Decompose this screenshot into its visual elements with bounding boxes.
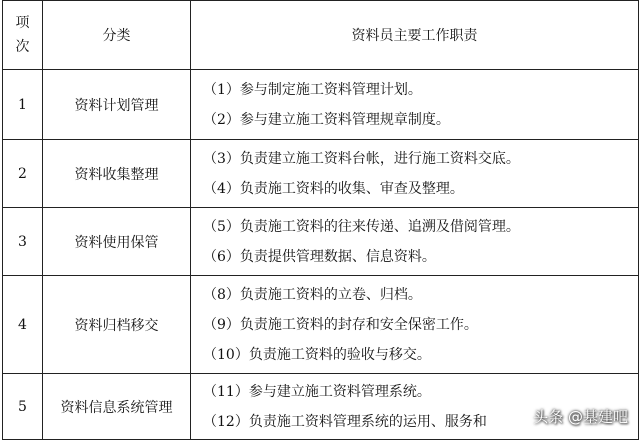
row-category: 资料收集整理 xyxy=(43,140,191,208)
row-duties xyxy=(191,140,639,208)
table-row xyxy=(3,140,639,208)
header-no-line2: 次 xyxy=(15,39,30,55)
row-category: 资料计划管理 xyxy=(43,70,191,140)
duty-item: （3）负责建立施工资料台帐，进行施工资料交底。 xyxy=(203,150,520,167)
duty-item: （6）负责提供管理数据、信息资料。 xyxy=(203,248,436,265)
row-number: 5 xyxy=(3,374,43,440)
row-category: 资料使用保管 xyxy=(43,208,191,276)
duty-item: （10）负责施工资料的验收与移交。 xyxy=(203,346,431,363)
row-category: 资料信息系统管理 xyxy=(43,374,191,440)
duty-item: （4）负责施工资料的收集、审查及整理。 xyxy=(203,180,464,197)
duty-item: （5）负责施工资料的往来传递、追溯及借阅管理。 xyxy=(203,218,520,235)
row-duties xyxy=(191,276,639,374)
duty-item: （12）负责施工资料管理系统的运用、服务和 xyxy=(203,413,487,430)
header-item-no xyxy=(3,1,43,70)
header-duties: 资料员主要工作职责 xyxy=(191,1,639,70)
table-row xyxy=(3,70,639,140)
row-number: 2 xyxy=(3,140,43,208)
row-duties xyxy=(191,70,639,140)
watermark-text: 头条 @基建吧 xyxy=(533,408,628,426)
duties-table xyxy=(2,0,639,440)
table-row xyxy=(3,208,639,276)
row-number: 1 xyxy=(3,70,43,140)
duty-item: （9）负责施工资料的封存和安全保密工作。 xyxy=(203,316,478,333)
table-row xyxy=(3,276,639,374)
header-no-line1: 项 xyxy=(15,15,30,31)
row-number: 4 xyxy=(3,276,43,374)
duty-item: （8）负责施工资料的立卷、归档。 xyxy=(203,286,422,303)
row-duties xyxy=(191,208,639,276)
duty-item: （1）参与制定施工资料管理计划。 xyxy=(203,81,422,98)
row-category: 资料归档移交 xyxy=(43,276,191,374)
header-category: 分类 xyxy=(43,1,191,70)
table-header-row xyxy=(3,1,639,70)
row-number: 3 xyxy=(3,208,43,276)
duty-item: （11）参与建立施工资料管理系统。 xyxy=(203,383,431,400)
duty-item: （2）参与建立施工资料管理规章制度。 xyxy=(203,111,450,128)
